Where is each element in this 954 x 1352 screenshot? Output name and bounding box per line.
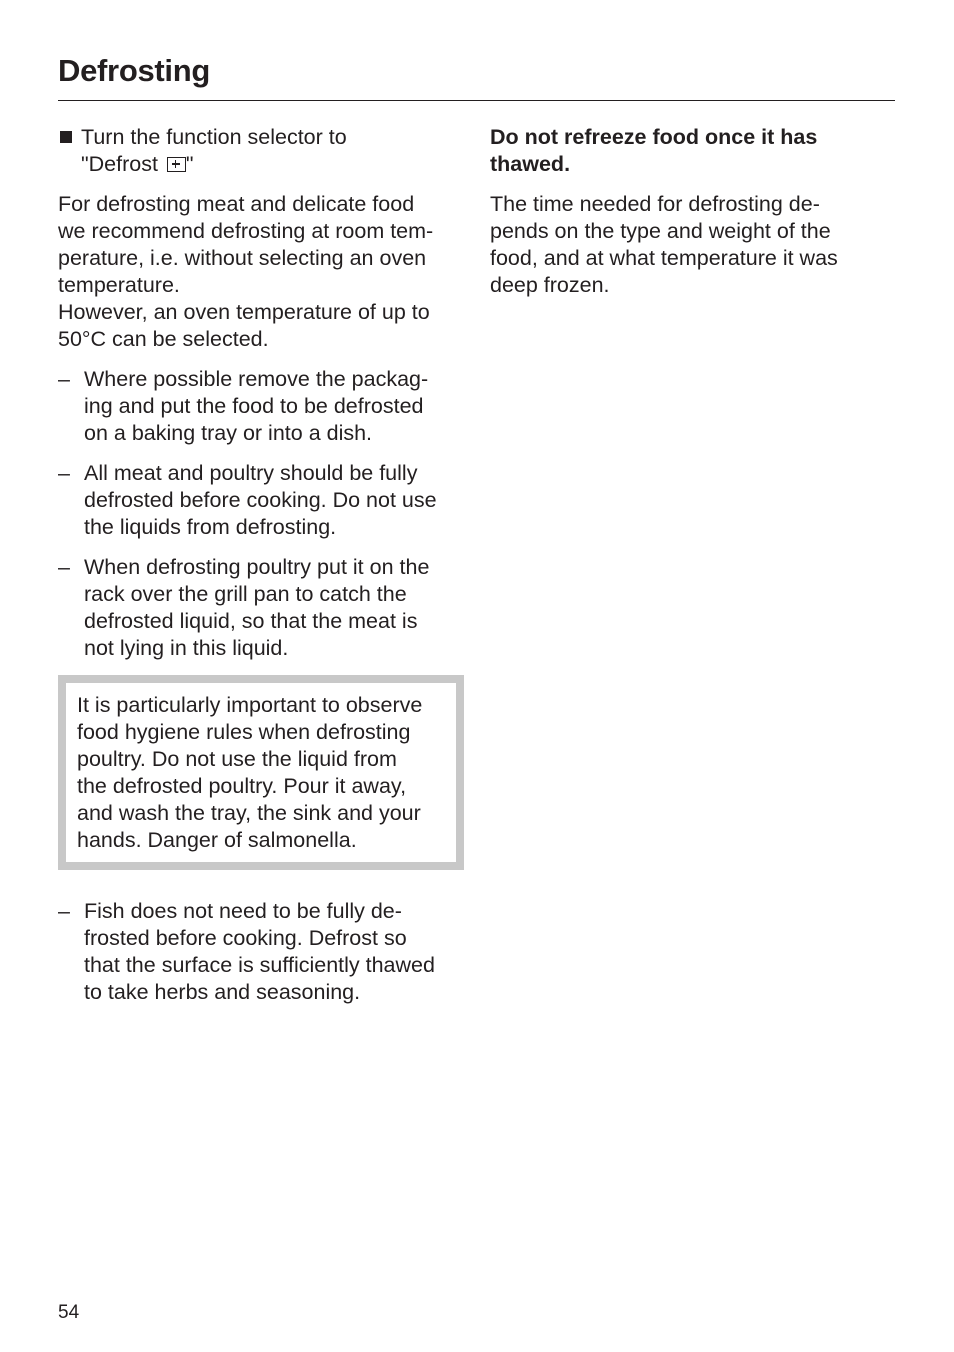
- page-number: 54: [58, 1302, 80, 1323]
- tip-line: ing and put the food to be defrosted: [84, 394, 424, 418]
- title-divider: [58, 100, 895, 101]
- tip-item: [58, 554, 468, 662]
- left-column: [58, 124, 468, 1019]
- body-line: food, and at what temperature it was: [490, 246, 838, 270]
- tip-line: Where possible remove the packag-: [84, 367, 429, 391]
- fish-tip-line: to take herbs and seasoning.: [84, 980, 361, 1004]
- dash-bullet: –: [58, 899, 70, 923]
- right-column: [490, 124, 895, 312]
- dash-bullet: –: [58, 367, 70, 391]
- heading-line-2: thawed.: [490, 152, 571, 176]
- warning-line: It is particularly important to observe: [77, 693, 423, 717]
- body-line: deep frozen.: [490, 273, 610, 297]
- square-bullet-icon: [60, 131, 72, 143]
- tip-line: defrosted before cooking. Do not use: [84, 488, 437, 512]
- tip-item: [58, 460, 468, 541]
- tip-line: When defrosting poultry put it on the: [84, 555, 430, 579]
- warning-line: poultry. Do not use the liquid from: [77, 747, 397, 771]
- instruction-line-2-suffix: ": [185, 152, 194, 176]
- warning-line: food hygiene rules when defrosting: [77, 720, 411, 744]
- tip-line: All meat and poultry should be fully: [84, 461, 418, 485]
- tip-line: not lying in this liquid.: [84, 636, 289, 660]
- warning-line: hands. Danger of salmonella.: [77, 828, 357, 852]
- tip-line: on a baking tray or into a dish.: [84, 421, 373, 445]
- instruction-item: [58, 124, 468, 178]
- tip-item: [58, 366, 468, 447]
- salmonella-warning-box: [58, 675, 464, 870]
- tip-line: the liquids from defrosting.: [84, 515, 337, 539]
- defrost-icon: [167, 157, 186, 172]
- defrost-time-paragraph: [490, 191, 895, 299]
- heading-line-1: Do not refreeze food once it has: [490, 125, 818, 149]
- dash-bullet: –: [58, 555, 70, 579]
- instruction-line-1: Turn the function selector to: [81, 125, 347, 149]
- fish-tip-line: that the surface is sufficiently thawed: [84, 953, 435, 977]
- warning-line: the defrosted poultry. Pour it away,: [77, 774, 407, 798]
- body-line: The time needed for defrosting de-: [490, 192, 820, 216]
- intro-line-1: For defrosting meat and delicate food: [58, 192, 415, 216]
- intro-line-5: However, an oven temperature of up to: [58, 300, 430, 324]
- intro-line-6: 50°C can be selected.: [58, 327, 269, 351]
- dash-bullet: –: [58, 461, 70, 485]
- instruction-line-2-prefix: "Defrost: [81, 152, 164, 176]
- intro-line-2: we recommend defrosting at room tem-: [58, 219, 434, 243]
- fish-tip-line: Fish does not need to be fully de-: [84, 899, 402, 923]
- intro-line-4: temperature.: [58, 273, 180, 297]
- intro-line-3: perature, i.e. without selecting an oven: [58, 246, 427, 270]
- fish-tip-item: [58, 898, 468, 1006]
- tip-line: rack over the grill pan to catch the: [84, 582, 407, 606]
- intro-paragraph: [58, 191, 468, 353]
- fish-tip-line: frosted before cooking. Defrost so: [84, 926, 407, 950]
- refreeze-heading: [490, 124, 895, 178]
- body-line: pends on the type and weight of the: [490, 219, 831, 243]
- tip-line: defrosted liquid, so that the meat is: [84, 609, 418, 633]
- page-title: Defrosting: [58, 53, 211, 88]
- warning-line: and wash the tray, the sink and your: [77, 801, 421, 825]
